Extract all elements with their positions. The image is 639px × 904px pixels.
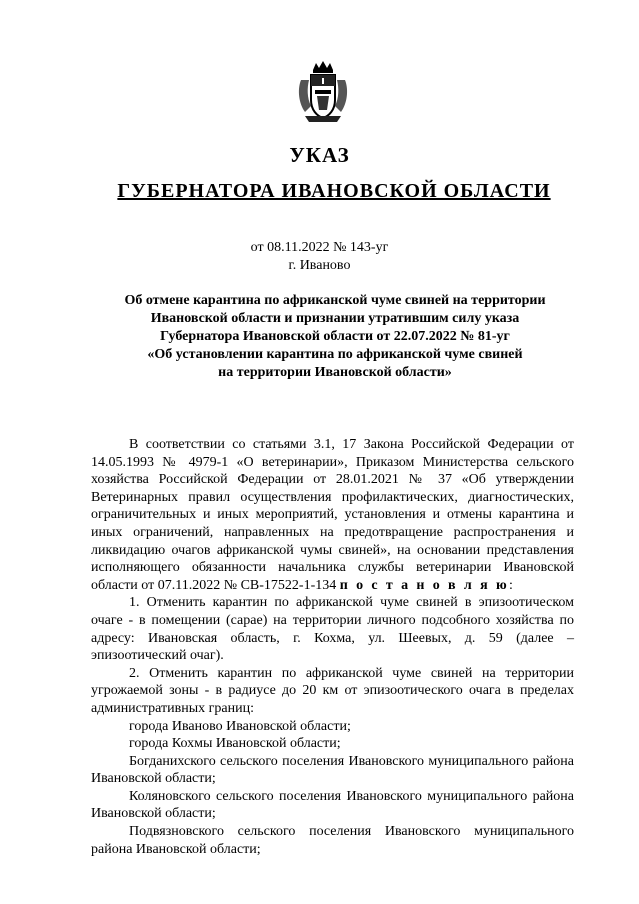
item-2-paragraph: 2. Отменить карантин по африканской чуме свиней на территории угрожаемой зоны - в радиусе до 20 км от эпизоотического очага в пределах административных границ: bbox=[91, 665, 574, 716]
document-city: г. Иваново bbox=[288, 258, 351, 273]
item-1-paragraph: 1. Отменить карантин по африканской чуме свиней в эпизоотическом очаге - в помещении (сарае) на территории личного подсобного хозяйства по адресу: Ивановская область, г. Кохма, ул. Шеевых, д. 59 (далее – эпизоотический очаг). bbox=[91, 595, 574, 664]
document-type-title: УКАЗ bbox=[289, 143, 350, 167]
subject-line: Ивановской области и признании утратившим силу указа bbox=[150, 311, 520, 326]
decree-word: п о с т а н о в л я ю bbox=[339, 577, 510, 593]
subject-line: Губернатора Ивановской области от 22.07.2022 № 81-уг bbox=[160, 329, 510, 344]
list-item: Богданихского сельского поселения Ивановского муниципального района Ивановской области; bbox=[91, 753, 574, 787]
document-date-number: от 08.11.2022 № 143-уг bbox=[250, 240, 389, 255]
issuer-title: ГУБЕРНАТОРА ИВАНОВСКОЙ ОБЛАСТИ bbox=[117, 180, 551, 202]
list-item: города Иваново Ивановской области; bbox=[129, 718, 351, 734]
list-item: Коляновского сельского поселения Ивановского муниципального района Ивановской области; bbox=[91, 788, 574, 822]
list-item: Подвязновского сельского поселения Ивановского муниципального района Ивановской области; bbox=[91, 824, 574, 857]
subject-line: «Об установлении карантина по африканской чуме свиней bbox=[147, 347, 523, 362]
list-item: города Кохмы Ивановской области; bbox=[129, 736, 341, 752]
preamble-paragraph bbox=[91, 436, 574, 594]
coat-of-arms-icon bbox=[297, 60, 349, 124]
preamble-text: В соответствии со статьями 3.1, 17 Закона Российской Федерации от 14.05.1993 № 4979-1 «О ветеринарии», Приказом Министерства сельского хозяйства Российской Федерации от 28.01.2021 № 37 «Об утверждении Ветеринарных правил осуществления профилактических, диагностических, ограничительных и иных мероприятий, установления и отмены карантина и иных ограничений, направленных на предотвращение распространения и ликвидацию очагов африканской чумы свиней», на основании представления исполняющего обязанности начальника службы ветеринарии Ивановской области от 07.11.2022 № СВ-17522-1-134 bbox=[91, 437, 574, 593]
subject-line: на территории Ивановской области» bbox=[218, 365, 452, 380]
preamble-end: : bbox=[509, 577, 513, 593]
subject-line: Об отмене карантина по африканской чуме свиней на территории bbox=[124, 293, 546, 308]
document-body bbox=[91, 436, 574, 858]
document-subject bbox=[90, 292, 580, 382]
